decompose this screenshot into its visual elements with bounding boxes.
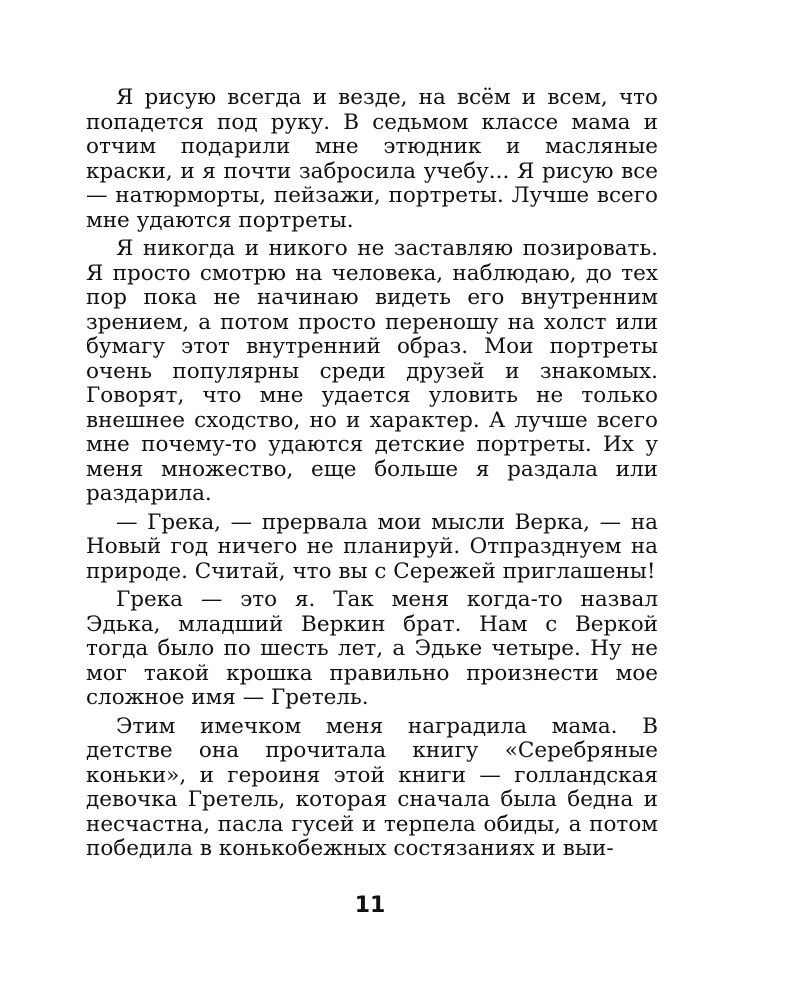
body-text [86,86,658,866]
paragraph-3: — Грека, — прервала мои мысли Верка, — на Новый год ничего не планируй. Отпразднуем на природе. Считай, что вы с Сережей приглашены! [86,509,658,584]
paragraph-4: Грека — это я. Так меня когда-то назвал Эдька, младший Веркин брат. Нам с Веркой тогда было по шесть лет, а Эдьке четыре. Ну не мог такой крошка правильно произнести мое сложное имя — Гретель. [86,587,658,710]
paragraph-2: Я никогда и никого не заставляю позировать. Я просто смотрю на человека, наблюдаю, до тех пор пока не начинаю видеть его внутренним зрением, а потом просто переношу на холст или бумагу этот внутренний образ. Мои портреты очень популярны среди друзей и знакомых. Говорят, что мне удается уловить не только внешнее сходство, но и характер. А лучше всего мне почему-то удаются детские портреты. Их у меня множество, еще больше я раздала или раздарила. [86,236,658,506]
paragraph-1: Я рисую всегда и везде, на всём и всем, что попадется под руку. В седьмом классе мама и отчим подарили мне этюдник и масляные краски, и я почти забросила учебу... Я рисую все — натюрморты, пейзажи, портреты. Лучше всего мне удаются портреты. [86,85,658,233]
page-number: 11 [354,893,386,918]
paragraph-5: Этим имечком меня наградила мама. В детстве она прочитала книгу «Серебряные коньки», и героиня этой книги — голландская девочка Гретель, которая сначала была бедна и несчастна, пасла гусей и терпела обиды, а потом победила в конькобежных состязаниях и выи- [86,713,658,861]
